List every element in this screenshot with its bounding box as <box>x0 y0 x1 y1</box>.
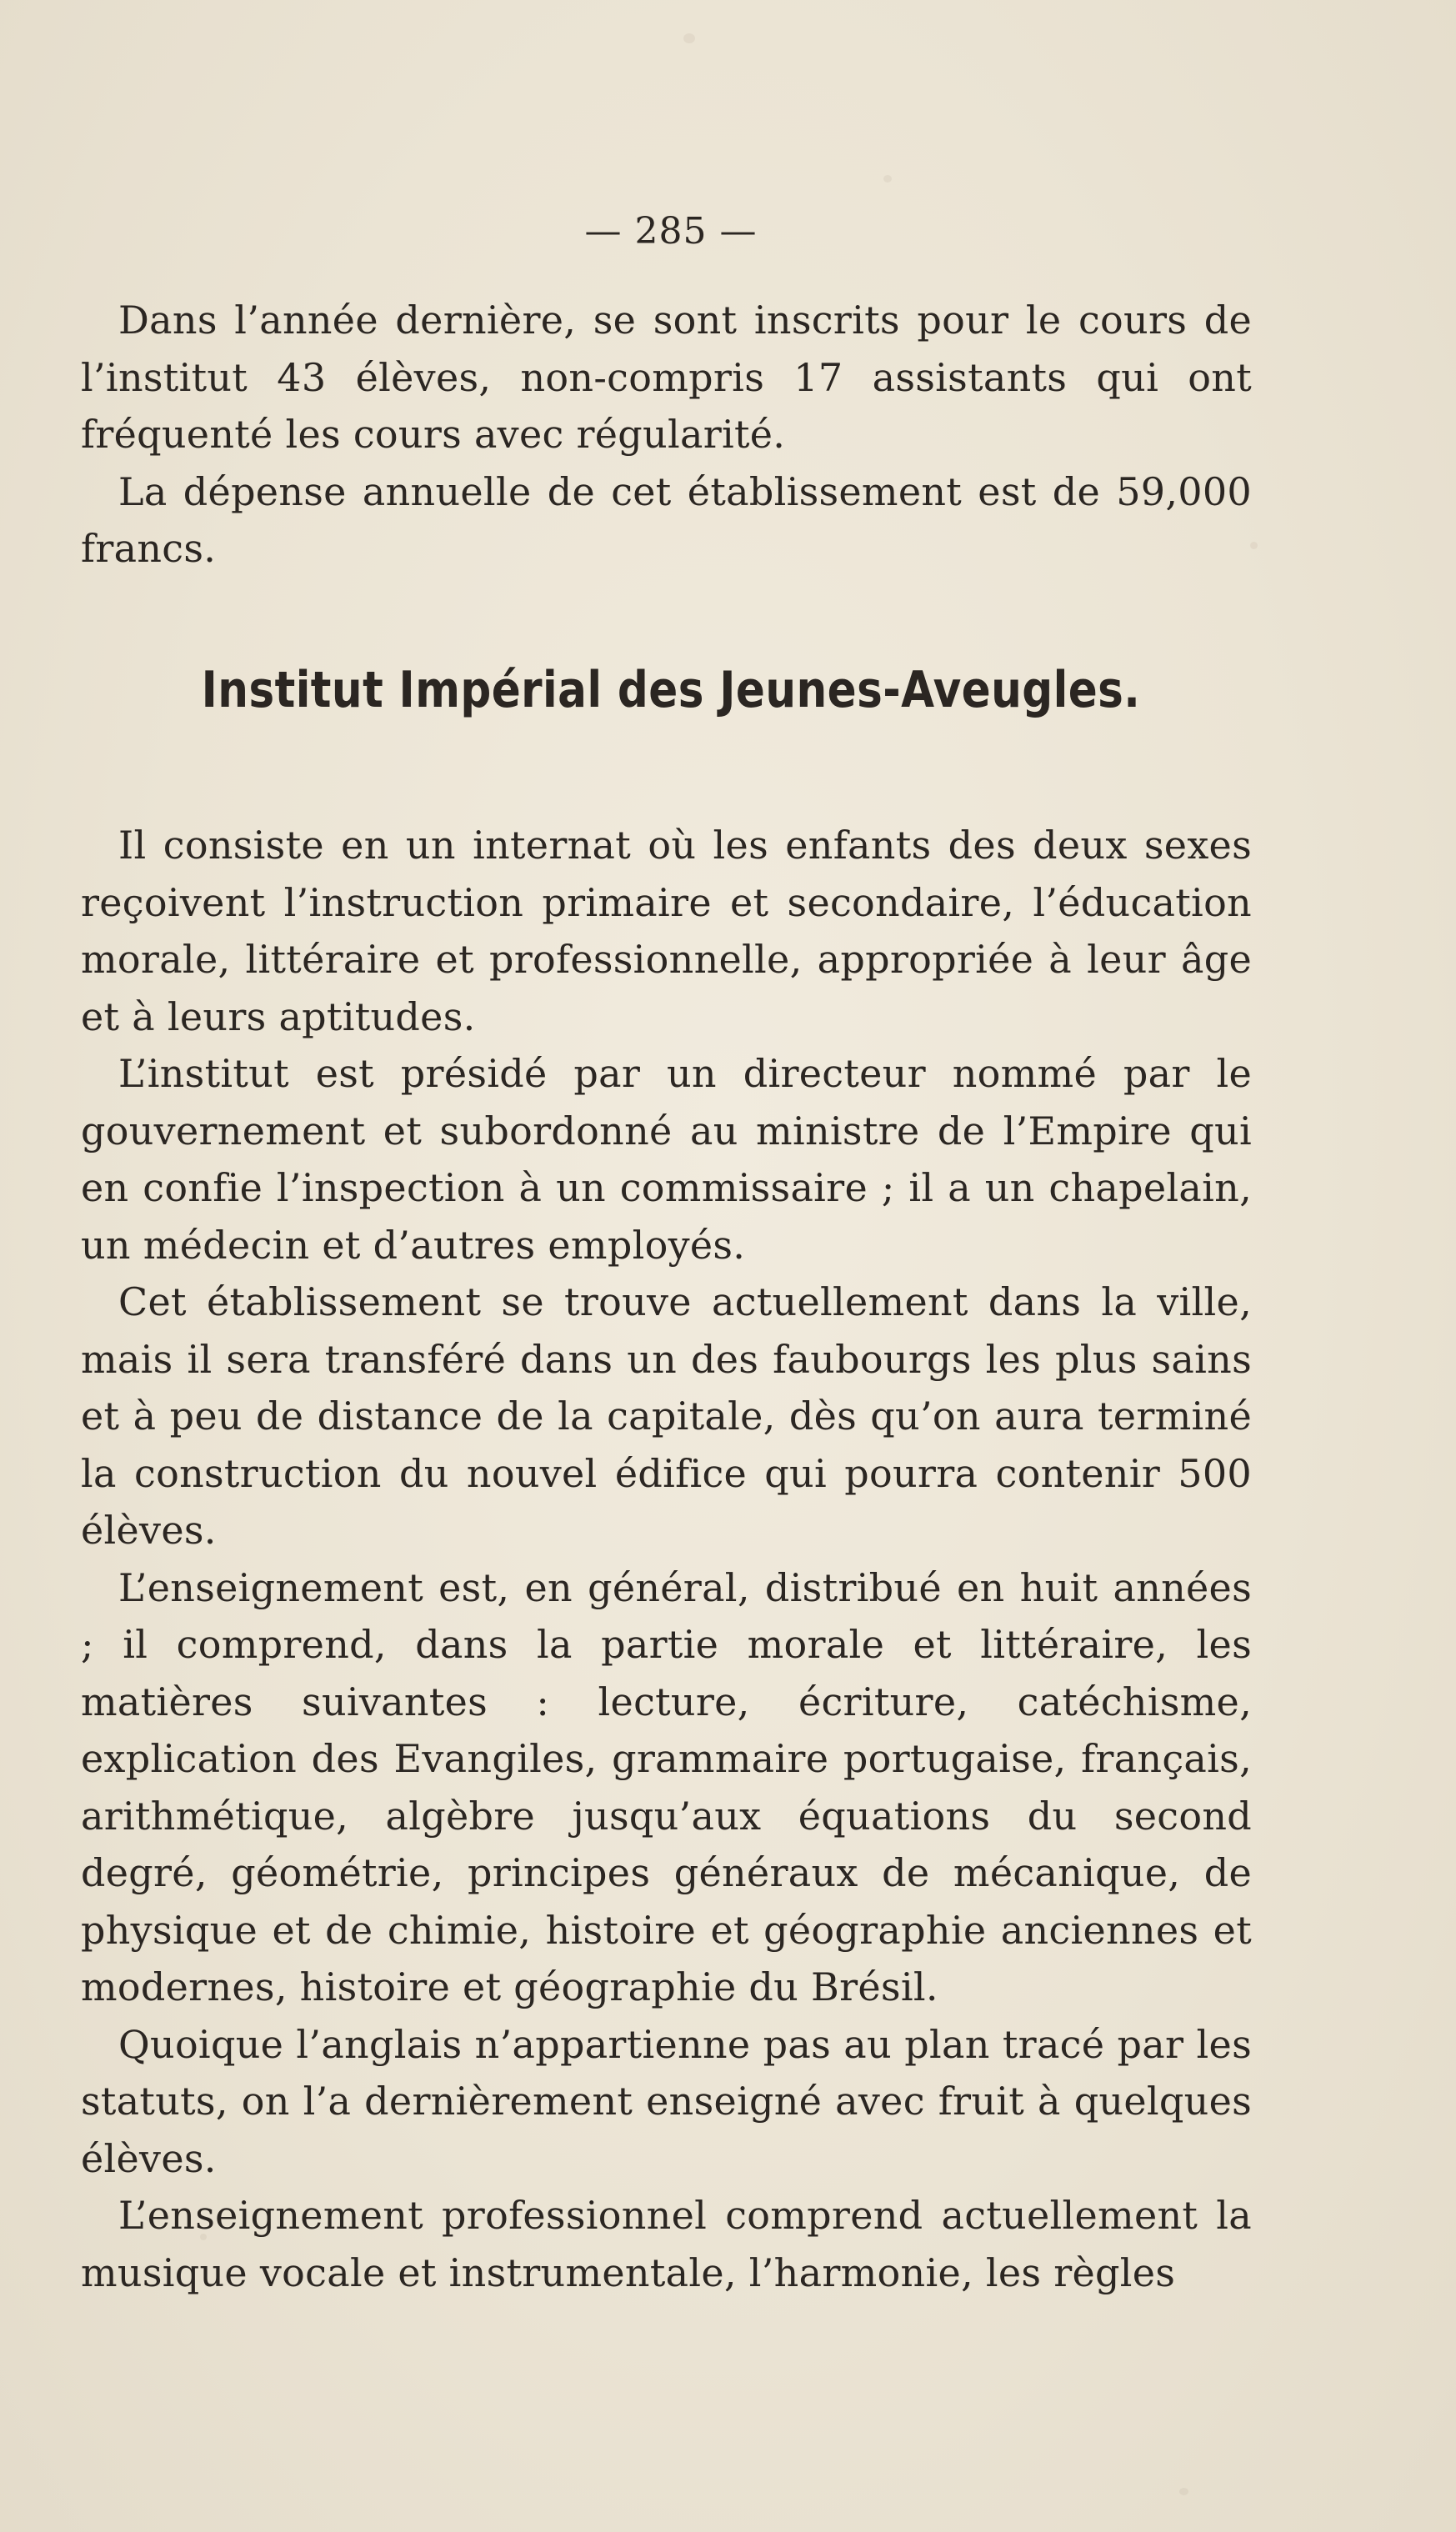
paper-speck <box>1179 2488 1188 2495</box>
paragraph: L’enseignement professionnel comprend actuellement la musique vocale et instrumentale, l’harmonie, les règles <box>81 2193 1252 2295</box>
paragraph: La dépense annuelle de cet établissement est de 59,000 francs. <box>81 468 1252 571</box>
intro-text-block <box>81 292 1252 578</box>
paragraph: Quoique l’anglais n’appartienne pas au plan tracé par les statuts, on l’a dernièrement enseigné avec fruit à quelques élèves. <box>81 2021 1252 2181</box>
paragraph: Il consiste en un internat où les enfants des deux sexes reçoivent l’instruction primaire et secondaire, l’éducation morale, littéraire et professionnelle, appropriée à leur âge et à leurs aptitudes. <box>81 823 1252 1039</box>
paragraph: L’enseignement est, en général, distribué en huit années ; il comprend, dans la partie morale et littéraire, les matières suivantes : lecture, écriture, catéchisme, explication des Evangiles, grammaire portugaise, français, arithmétique, algèbre jusqu’aux équations du second degré, géométrie, principes généraux de mécanique, de physique et de chimie, histoire et géographie anciennes et modernes, histoire et géographie du Brésil. <box>81 1564 1252 2009</box>
paragraph: Dans l’année dernière, se sont inscrits pour le cours de l’institut 43 élèves, non-compris 17 assistants qui ont fréquenté les cours avec régularité. <box>81 298 1252 457</box>
section-heading: Institut Impérial des Jeunes-Aveugles. <box>201 661 1141 719</box>
paper-speck <box>683 33 695 43</box>
page-number: — 285 — <box>584 210 758 253</box>
section-text-block <box>81 817 1252 2301</box>
paper-speck <box>883 175 892 183</box>
paragraph: L’institut est présidé par un directeur nommé par le gouvernement et subordonné au ministre de l’Empire qui en confie l’inspection à un commissaire ; il a un chapelain, un médecin et d’autres employés. <box>81 1051 1252 1268</box>
paragraph: Cet établissement se trouve actuellement dans la ville, mais il sera transféré dans un des faubourgs les plus sains et à peu de distance de la capitale, dès qu’on aura terminé la construction du nouvel édifice qui pourra contenir 500 élèves. <box>81 1279 1252 1553</box>
